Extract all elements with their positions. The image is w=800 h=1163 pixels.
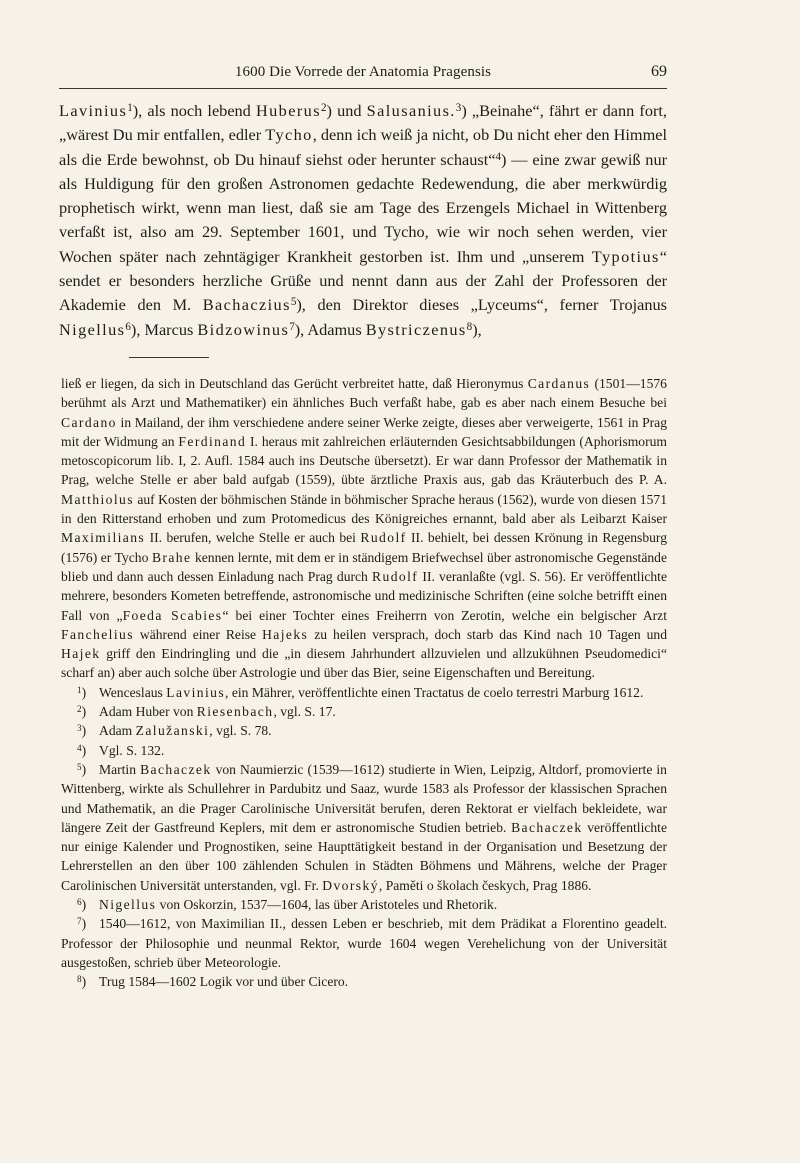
header-rule bbox=[59, 88, 667, 89]
spaced-name: Salusanius. bbox=[366, 101, 456, 120]
text-run: I. heraus mit zahlreichen erläuternden Gesichtsabbildungen (Aphorismorum metoscopicorum lib. I, 2. Aufl. 1584 auch ins Deutsche übersetzt). Er war dann Professor der Mathematik in Prag, welche Stelle er aber bald aufgab (1559), übte ärztliche Praxis aus, gab das Kräuterbuch des P. A. bbox=[61, 433, 667, 488]
text-run: während einer Reise bbox=[133, 626, 263, 642]
text-run: , ein Mährer, veröffentlichte einen Tractatus de coelo terrestri Marburg 1612. bbox=[225, 684, 644, 700]
text-run: , vgl. S. 78. bbox=[209, 723, 272, 739]
spaced-name: Rudolf bbox=[372, 568, 419, 584]
paragraph bbox=[59, 99, 667, 342]
text-run: “ bei einer Tochter eines Freiherrn von Zerotin, welche ein belgischer Arzt bbox=[222, 607, 667, 623]
footnote-6 bbox=[61, 895, 667, 914]
spaced-name: Lavinius bbox=[59, 101, 128, 120]
text-run: II. behielt, bei dessen Krönung in Regensburg (1576) er Tycho bbox=[61, 530, 668, 565]
spaced-name: Cardano bbox=[61, 414, 117, 430]
footnote-reference: 2 bbox=[320, 102, 327, 115]
footnote-reference: 4 bbox=[495, 150, 502, 163]
spaced-name: Bidzowinus bbox=[197, 319, 290, 339]
footnote-marker: $^6$) bbox=[77, 896, 87, 913]
spaced-name: Cardanus bbox=[527, 376, 591, 391]
footnote-reference: 1 bbox=[127, 102, 133, 115]
text-run: Adam Huber von bbox=[99, 704, 197, 720]
spaced-name: Bachaczius bbox=[202, 295, 291, 315]
footnote-2 bbox=[61, 702, 667, 721]
spaced-name: Huberus bbox=[255, 101, 321, 120]
footnote-8 bbox=[61, 972, 667, 991]
footnote-7 bbox=[61, 914, 667, 972]
footnote-4 bbox=[61, 741, 667, 760]
page-number: 69 bbox=[651, 63, 667, 80]
text-run: griff den Eindringling und die „in diesem Jahrhundert allzuvielen und allzukühnen Pseudomedici“ scharf an) aber auch solche über Astrologie und über das Bier, seine Eigenschaften und Bereitung. bbox=[61, 646, 667, 681]
spaced-name: Zalužanski bbox=[135, 723, 210, 739]
text-run: kennen lernte, mit dem er in ständigem Briefwechsel über astronomische Gegenstände blieb und dann auch dessen Einladung nach Prag durch bbox=[61, 549, 667, 584]
spaced-name: Ferdinand bbox=[178, 433, 247, 449]
footnote-reference: 5 bbox=[290, 296, 297, 309]
text-run: ) und bbox=[326, 101, 367, 120]
spaced-name: Typotius bbox=[591, 246, 660, 266]
text-run: auf Kosten der böhmischen Stände in böhmischer Sprache heraus (1562), wurde von diesen 1571 in den Ritterstand erhoben und zum Protomedicus des Königreiches ernannt, bald aber als Leibarzt Kaiser bbox=[61, 491, 667, 527]
text-run: von Naumierzic (1539—1612) studierte in Wien, Leipzig, Altdorf, promovierte in Wittenberg, wirkte als Schullehrer in Pardubitz und Saaz, wurde 1583 als Professor der klassischen Sprachen und Mathematik, an die Prager Carolinische Universität berufen, deren Rektorat er vielfach bekleidete, war längere Zeit der Gastfreund Keplers, mit dem er astronomische Studien betrieb. bbox=[61, 761, 667, 835]
spaced-name: Foeda Scabies bbox=[122, 607, 223, 623]
spaced-name: Lavinius bbox=[166, 684, 226, 700]
footnote-marker: $^5$) bbox=[77, 761, 87, 777]
text-run: 1540—1612, von Maximilian II., dessen Leben er beschrieb, mit dem Prädikat a Florentino geadelt. Professor der Philosophie und neunmal Rektor, wurde 1604 wegen Verehelichung von der Universität ausgestoßen, schrieb über Meteorologie. bbox=[61, 916, 667, 970]
spaced-name: Matthiolus bbox=[61, 491, 134, 507]
text-run: , Paměti o školach českych, Prag 1886. bbox=[378, 877, 592, 893]
spaced-name: Bystriczenus bbox=[365, 319, 467, 339]
footnote-number: 5 bbox=[77, 761, 82, 772]
footnote-marker: $^1$) bbox=[77, 684, 87, 700]
footnote-reference: 3 bbox=[455, 102, 462, 115]
text-run: Adam bbox=[99, 723, 136, 739]
footnote-reference: 6 bbox=[125, 320, 131, 333]
footnote-5 bbox=[61, 760, 667, 895]
text-run: , vgl. S. 17. bbox=[273, 704, 336, 720]
spaced-name: Bachaczek bbox=[140, 761, 212, 777]
text-run: “ sendet er besonders herzliche Grüße und nennt dann aus der Zahl der Professoren der Akademie den M. bbox=[59, 246, 667, 315]
footnote-number: 7 bbox=[77, 916, 82, 927]
footnote-3 bbox=[61, 721, 667, 740]
spaced-name: Rudolf bbox=[360, 530, 407, 546]
footnote-number: 3 bbox=[77, 723, 82, 734]
spaced-name: Nigellus bbox=[59, 319, 126, 339]
text-run: in Mailand, der ihm verschiedene andere seiner Werke zeigte, dieses aber verweigerte, 1561 in Prag mit der Widmung an bbox=[61, 414, 667, 449]
footnote-number: 1 bbox=[77, 684, 82, 695]
footnote-separator bbox=[129, 357, 209, 358]
text-run: Wenceslaus bbox=[99, 684, 167, 700]
spaced-name: Brahe bbox=[151, 549, 192, 565]
spaced-name: Nigellus bbox=[99, 897, 157, 913]
spaced-name: Hajek bbox=[61, 646, 101, 662]
spaced-name: Bachaczek bbox=[511, 819, 583, 835]
footnote-marker: $^2$) bbox=[77, 703, 87, 720]
footnote-marker: $^4$) bbox=[77, 742, 87, 758]
footnote-marker: $^3$) bbox=[77, 723, 87, 739]
text-run: veröffentlichte nur einige Kalender und Prognostiken, seine Haupttätigkeit bestand in der Organisation und Besetzung der Lehrerstellen an den über 100 zählenden Schulen in Städten Böhmens und Mährens, welche der Prager Carolinischen Universität unterstanden, vgl. Fr. bbox=[61, 819, 667, 893]
footnote-reference: 8 bbox=[466, 320, 473, 333]
running-header bbox=[59, 62, 667, 86]
text-run: ), Marcus bbox=[130, 319, 198, 339]
header-title: 1600 Die Vorrede der Anatomia Pragensis bbox=[234, 64, 492, 80]
text-run: ) — eine zwar gewiß nur als Huldigung für den großen Astronomen gedachte Redewendung, die aber merkwürdig prophetisch wirkt, wenn man liest, daß sie am Tage des Erzengels Michael in Wittenberg verfaßt ist, also am 29. September 1601, und Tycho, wie wir noch sehen werden, vier Wochen später nach zehntägiger Krankheit gestorben ist. Ihm und „unserem bbox=[59, 149, 668, 266]
text-run: Vgl. S. 132. bbox=[99, 742, 165, 758]
body-text bbox=[59, 99, 667, 342]
footnote-number: 2 bbox=[77, 703, 82, 714]
text-run: , denn ich weiß ja nicht, ob Du nicht eher den Himmel als die Erde bewohnst, ob Du hinauf siehst oder herunter schaust“ bbox=[59, 125, 668, 169]
footnote-number: 8 bbox=[77, 974, 82, 985]
text-run: ) „Beinahe“, fährt er dann fort, „wärest Du mir entfallen, edler bbox=[59, 101, 668, 145]
spaced-name: Maximilians bbox=[61, 530, 146, 546]
footnote-marker: $^7$) bbox=[77, 916, 87, 932]
text-run: Martin bbox=[99, 761, 141, 777]
footnote-number: 6 bbox=[77, 896, 82, 907]
text-run: II. veranlaßte (vgl. S. 56). Er veröffentlichte mehrere, besonders Kometen betreffende, astronomische und medizinische Schriften (eine solche betrifft einen Fall von „ bbox=[61, 568, 667, 623]
text-run: ), bbox=[472, 319, 482, 339]
footnote-continuation bbox=[61, 374, 667, 683]
text-run: (1501—1576 berühmt als Arzt und Mathematiker) ein ähnliches Buch verfaßt habe, gab es aber nach einem Besuche bei bbox=[61, 376, 667, 411]
footnote-marker: $^8$) bbox=[77, 974, 87, 990]
spaced-name: Fanchelius bbox=[61, 626, 134, 642]
text-run: II. berufen, welche Stelle er auch bei bbox=[145, 530, 361, 546]
text-run: Trug 1584—1602 Logik vor und über Cicero. bbox=[99, 974, 349, 990]
footnote-1 bbox=[61, 683, 667, 702]
text-run: ), den Direktor dieses „Lyceums“, ferner Trojanus bbox=[296, 295, 667, 315]
spaced-name: Riesenbach bbox=[196, 704, 274, 720]
spaced-name: Hajeks bbox=[262, 626, 309, 642]
footnotes bbox=[61, 374, 667, 992]
text-run: ließ er liegen, da sich in Deutschland das Gerücht verbreitet hatte, daß Hieronymus bbox=[61, 376, 528, 391]
footnote-number: 4 bbox=[77, 742, 82, 753]
spaced-name: Tycho bbox=[265, 125, 313, 145]
footnote-reference: 7 bbox=[289, 320, 295, 333]
text-run: zu heilen versprach, doch starb das Kind nach 10 Tagen und bbox=[308, 626, 668, 642]
spaced-name: Dvorský bbox=[322, 877, 379, 893]
text-run: ), als noch lebend bbox=[132, 101, 256, 120]
text-run: von Oskorzin, 1537—1604, las über Aristoteles und Rhetorik. bbox=[156, 897, 498, 913]
text-run: ), Adamus bbox=[294, 319, 366, 339]
